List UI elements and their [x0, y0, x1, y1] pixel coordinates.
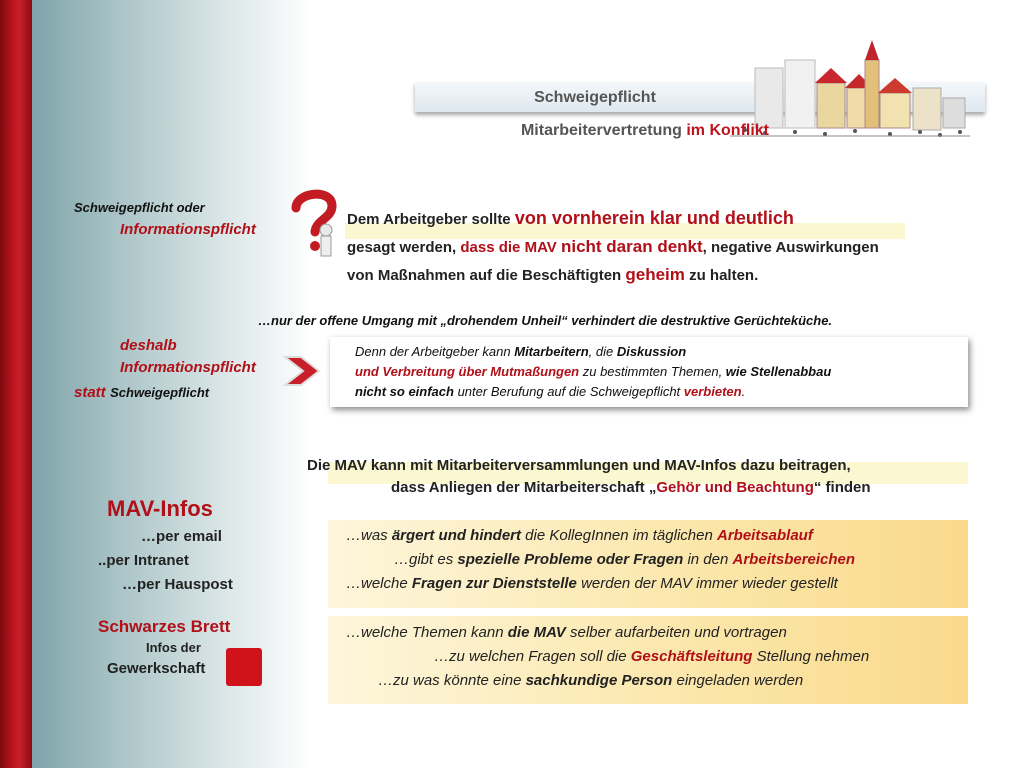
gewerkschaft-label: Gewerkschaft	[107, 660, 206, 677]
chevron-right-icon	[283, 355, 323, 387]
topics-box-2-text: …welche Themen kann die MAV selber aufarbeiten und vortragen …zu welchen Fragen soll die Geschäftsleitung Stellung nehmen …zu was könnte eine sachkundige Person eingeladen werden	[346, 624, 870, 689]
header-title: Schweigepflicht	[534, 89, 656, 106]
info-box-text: Denn der Arbeitgeber kann Mitarbeitern, die Diskussion und Verbreitung über Mutmaßungen zu bestimmten Themen, wie Stellenabbau nicht so einfach unter Berufung auf die Schweigepflicht verbieten.	[355, 344, 832, 399]
topics-box-1-text: …was ärgert und hindert die KollegInnen im täglichen Arbeitsablauf …gibt es spezielle Probleme oder Fragen in den Arbeitsbereichen …welche Fragen zur Dienststelle werden der MAV immer wieder gestellt	[346, 527, 856, 592]
mav-infos-heading: MAV-Infos	[107, 496, 213, 521]
list-item-per-email: …per email	[141, 528, 222, 545]
side-label-informationspflicht-2: Informationspflicht	[120, 359, 256, 376]
header-subtitle: Mitarbeitervertretung im Konflikt	[520, 122, 770, 139]
verdi-logo	[226, 648, 262, 686]
side-label-deshalb: deshalb	[120, 337, 177, 354]
paragraph-arbeitgeber: Dem Arbeitgeber sollte von vornherein klar und deutlich gesagt werden, dass die MAV nicht daran denkt, negative Auswirkungen von Maßnahmen auf die Beschäftigten geheim zu halten.	[347, 208, 879, 284]
schwarzes-brett-heading: Schwarzes Brett	[98, 617, 231, 636]
infos-der-label: Infos der	[146, 640, 201, 655]
mav-statement: Die MAV kann mit Mitarbeiterversammlungen und MAV-Infos dazu beitragen, dass Anliegen der Mitarbeiterschaft „Gehör und Beachtung“ finden	[307, 457, 871, 496]
side-label-statt-schweigepflicht: statt Schweigepflicht	[74, 384, 210, 401]
list-item-per-hauspost: …per Hauspost	[122, 576, 233, 593]
quote-line: …nur der offene Umgang mit „drohendem Unheil“ verhindert die destruktive Gerüchteküche.	[258, 313, 833, 328]
question-figure-icon	[288, 186, 340, 262]
left-red-bar	[0, 0, 32, 768]
list-item-per-intranet: ..per Intranet	[98, 552, 189, 569]
side-label-schweigepflicht-oder: Schweigepflicht oder	[74, 200, 205, 215]
side-label-informationspflicht: Informationspflicht	[120, 221, 256, 238]
